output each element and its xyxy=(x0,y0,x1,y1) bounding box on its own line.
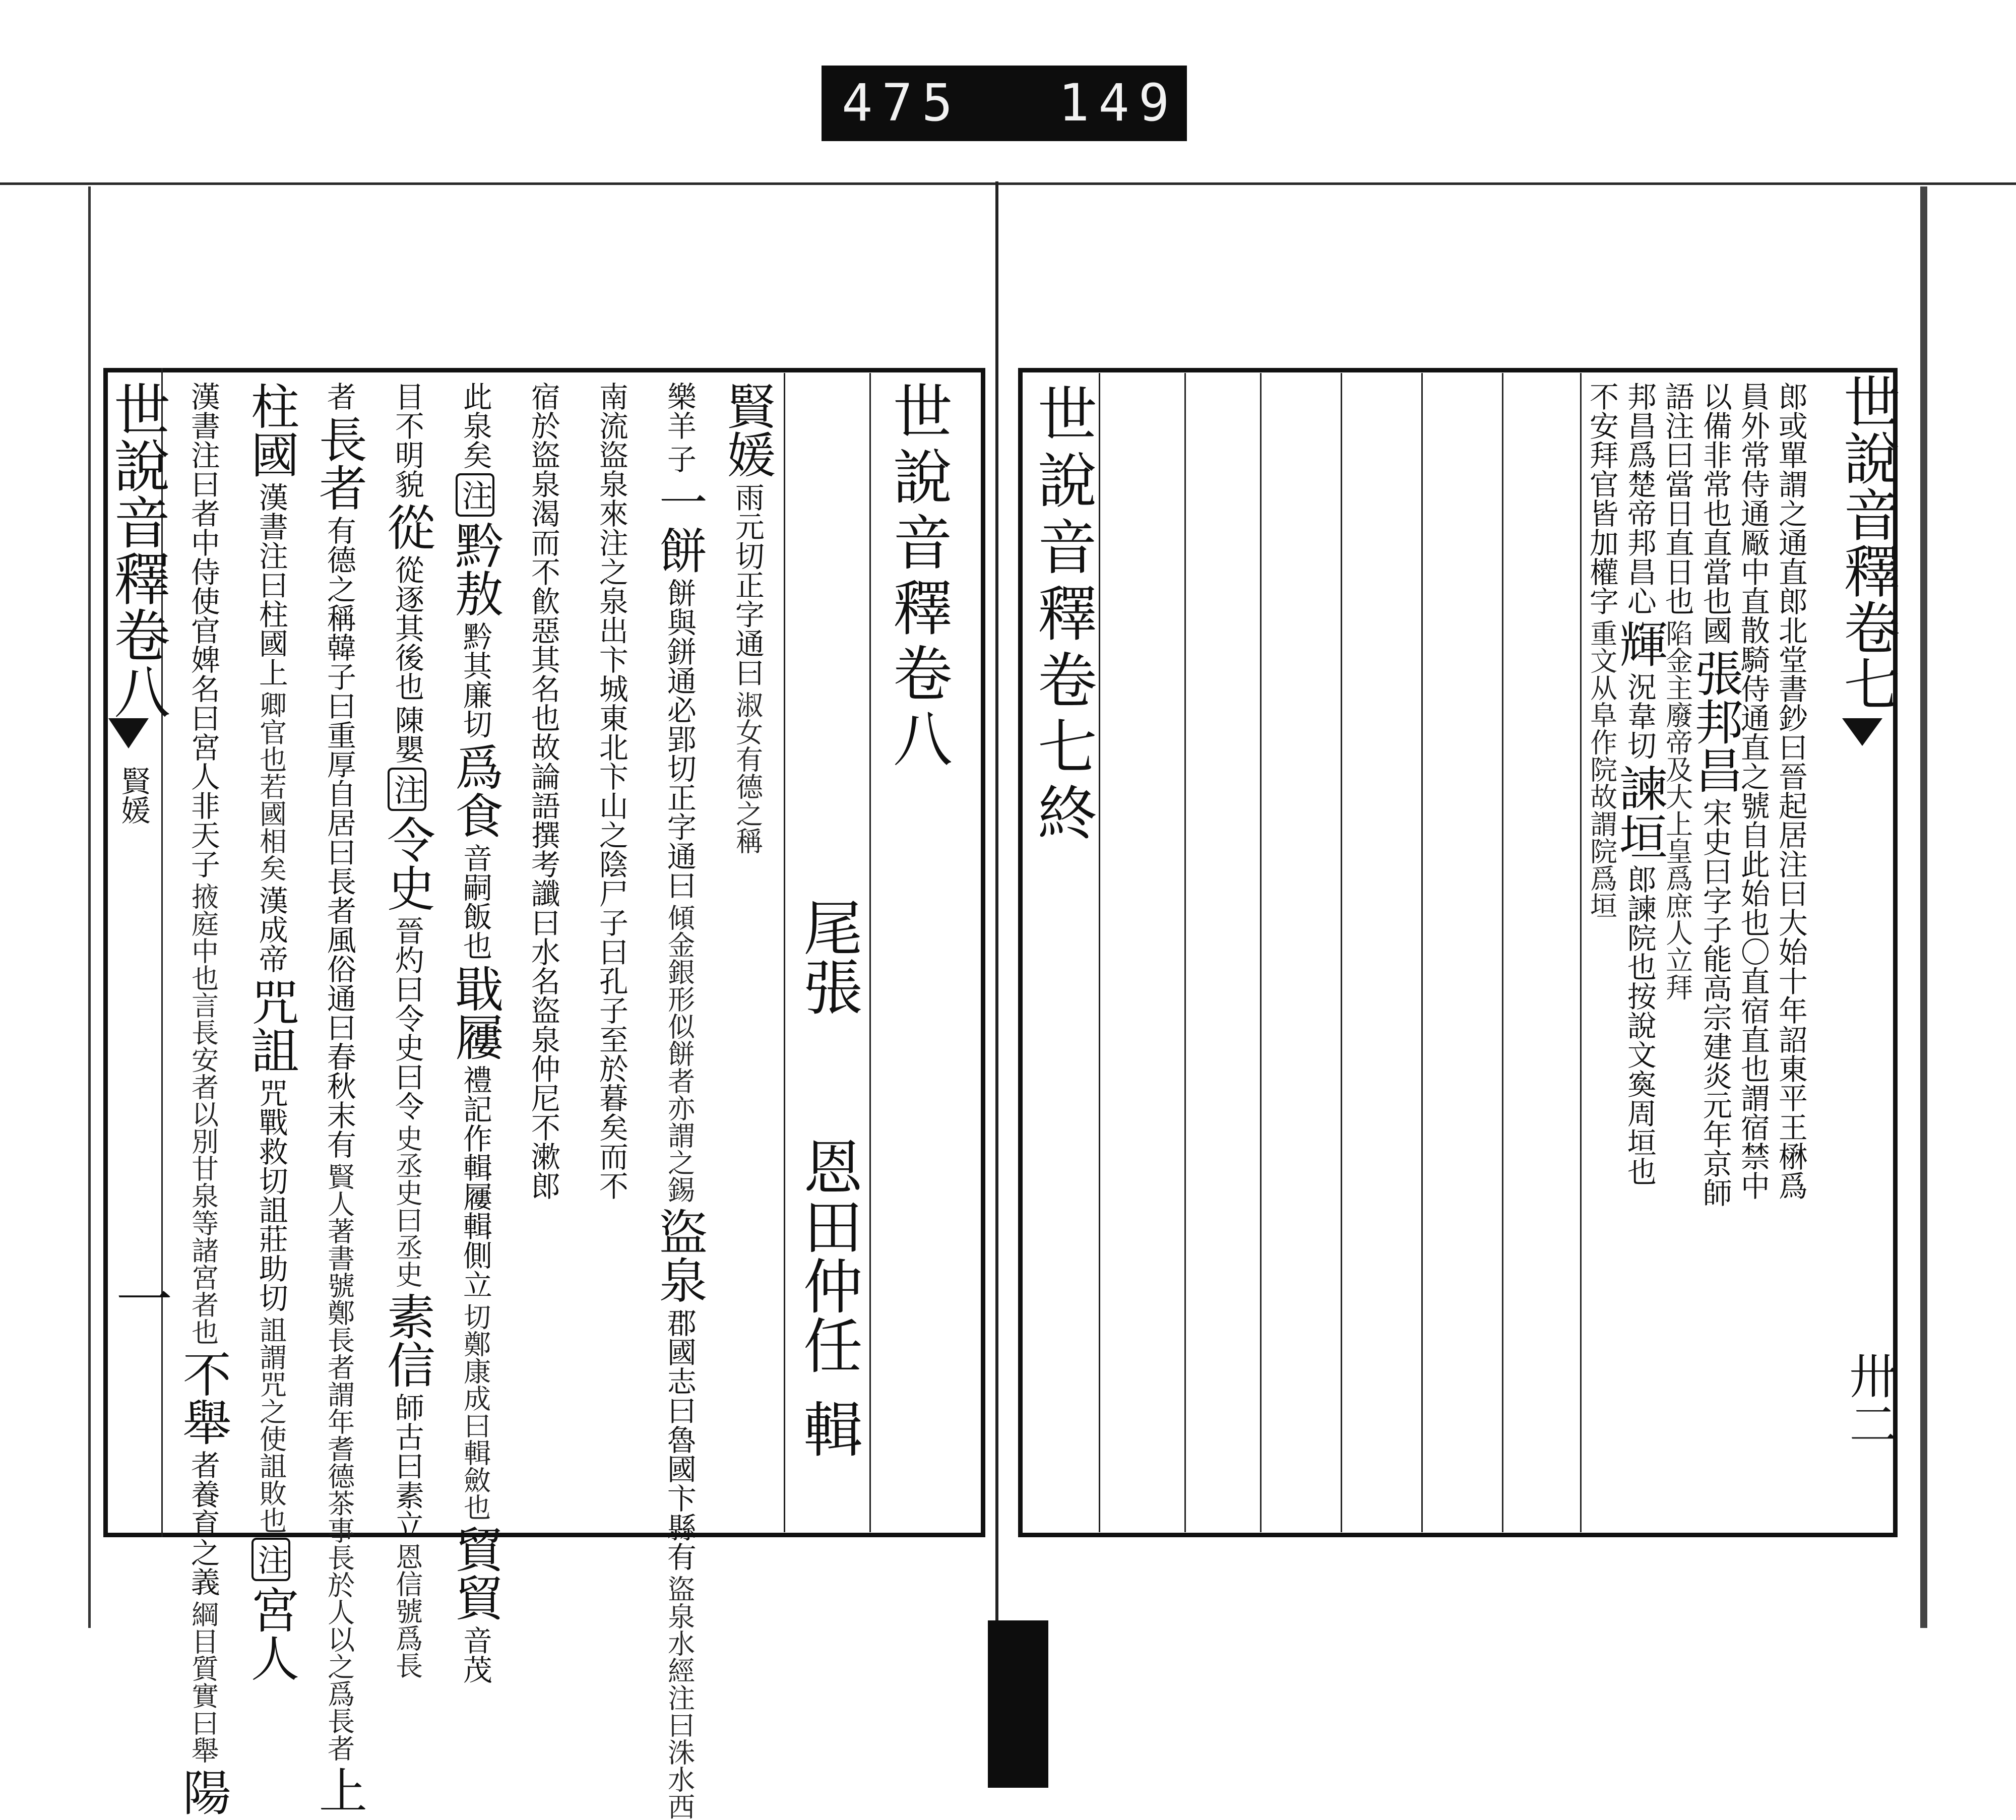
entry-headword: 不舉 xyxy=(175,1349,232,1446)
gloss-text: 樂羊 xyxy=(662,382,697,440)
entry-headword: 柱國 xyxy=(243,382,300,478)
left-folio: 一 xyxy=(106,1270,172,1327)
entry-headword: 諫垣 xyxy=(1611,764,1668,860)
entry-headword: 長者 xyxy=(311,415,368,512)
gloss-text: 陷金主廢帝及大上皇爲庶人立拜 xyxy=(1661,619,1693,1000)
gloss-text: 傾金銀形似餅者亦謂之錫 xyxy=(663,904,696,1203)
gloss-text: 餅與鉼通必郢切正字通曰 xyxy=(662,578,697,900)
left-edge-title: 世說音釋卷八 xyxy=(104,381,170,719)
gloss-text: 晉灼曰令史曰令 xyxy=(390,916,424,1120)
text-column xyxy=(441,380,509,1684)
entry-headword: 令史 xyxy=(379,815,436,912)
gloss-text: 邦昌爲楚帝邦昌心 xyxy=(1622,382,1657,615)
gloss-text: 恩信號爲長 xyxy=(391,1543,423,1679)
text-column xyxy=(1583,380,1620,1524)
gloss-text: 音嗣飯也 xyxy=(458,843,492,960)
annotation-tag: 注 xyxy=(388,768,426,811)
column-rule xyxy=(1184,373,1186,1532)
entry-headword: 貿貿 xyxy=(447,1525,504,1621)
column-rule xyxy=(1099,373,1100,1532)
left-edge-subtitle: 賢媛 xyxy=(116,766,151,825)
entry-headword: 張邦昌 xyxy=(1687,649,1744,794)
entry-headword: 咒詛 xyxy=(243,977,300,1074)
gloss-text: 詛謂咒之使詛敗也 xyxy=(255,1316,287,1534)
compiler-province: 尾張 xyxy=(793,897,863,1016)
gloss-text: 不安拜官皆加權字 xyxy=(1584,382,1619,615)
right-text-area xyxy=(1583,375,1809,1530)
gloss-text: 員外常侍通厰中直散騎侍通直之號自此始也〇直宿直也謂宿禁中 xyxy=(1735,382,1770,1200)
gloss-text: 從逐其後也 xyxy=(390,555,424,701)
gloss-text: 師古曰素立 xyxy=(390,1393,424,1539)
text-column xyxy=(1658,380,1696,1524)
fishtail-mark xyxy=(108,718,149,748)
column-rule xyxy=(1502,373,1503,1532)
gloss-text: 漢書注曰柱國上 xyxy=(254,482,288,687)
gloss-text: 南流盜泉來注之泉出卞城東北卞山之陰尸子曰孔子至於暮矣而不 xyxy=(594,382,628,1200)
gloss-text: 宿於盜泉渴而不飮惡其名也故論語撰考讖曰水名盜泉仲尼不漱郎 xyxy=(526,382,560,1200)
entry-headword: 陽 xyxy=(175,1768,232,1816)
entry-headword: 賢媛 xyxy=(719,382,776,478)
gloss-text: 雨元切正字通曰 xyxy=(730,482,765,687)
blank-ruled-columns xyxy=(1099,373,1583,1532)
gloss-text: 目不明貌 xyxy=(390,382,424,498)
gloss-text: 漢書注曰者中侍使官婢名曰宮人非天子 xyxy=(185,382,220,878)
right-center-column xyxy=(1835,186,1900,1623)
rule xyxy=(784,373,785,1532)
entry-headword: 宮人 xyxy=(243,1585,300,1682)
gloss-text: 禮記作輯屨輯側立 xyxy=(458,1065,492,1299)
right-folio: 卅二 xyxy=(1841,1351,1898,1448)
entry-headword: 素信 xyxy=(379,1292,436,1389)
scan-label-left-number: 475 xyxy=(842,73,962,133)
scan-label xyxy=(822,66,1187,141)
entry-headword: 爲食 xyxy=(447,742,504,839)
volume-title: 世說音釋卷八 xyxy=(883,381,953,774)
gloss-text: 郎或單謂之通直郎北堂書鈔曰晉起居注曰大始十年詔東平王楙爲 xyxy=(1773,382,1808,1200)
left-text-area xyxy=(166,375,781,1820)
text-column xyxy=(577,380,645,1524)
gloss-text: 黔其廉切 xyxy=(458,621,492,738)
gloss-text: 宋史曰字子能高宗建炎元年京師 xyxy=(1697,798,1732,1207)
page-top-edge xyxy=(0,182,2016,185)
gloss-text: 淑女有德之稱 xyxy=(731,691,764,854)
right-edge-title: 世說音釋卷七 xyxy=(1834,373,1900,712)
gloss-text: 重文从阜作院故謂院爲垣 xyxy=(1586,619,1618,919)
gloss-text: 語注曰當日直日也 xyxy=(1660,382,1694,615)
gloss-text: 者 xyxy=(322,382,356,411)
text-column xyxy=(169,380,237,1816)
gloss-text: 咒戰救切詛莊助切 xyxy=(254,1078,288,1312)
column-rule xyxy=(1421,373,1423,1532)
text-column xyxy=(237,380,305,1682)
scan-label-right-number: 149 xyxy=(1058,73,1179,133)
text-column xyxy=(645,380,713,1820)
text-column xyxy=(1772,380,1809,1524)
text-column xyxy=(1611,380,1668,1524)
entry-headword: 戢屨 xyxy=(447,964,504,1061)
gloss-text: 切鄭康成曰輯斂也 xyxy=(459,1303,491,1521)
gloss-text: 郎諫院也按說文寏周垣也 xyxy=(1622,864,1657,1186)
gloss-text: 子 xyxy=(662,444,697,473)
gloss-text: 有德之稱韓子曰重厚自居曰長者風俗通曰春秋末有 xyxy=(322,516,356,1159)
gloss-text: 卿官也若國相矣 xyxy=(255,691,287,882)
text-column xyxy=(713,380,781,1524)
gloss-text: 史丞史曰丞史 xyxy=(391,1124,423,1288)
gloss-text: 盜泉水經注曰洙水西 xyxy=(663,1575,696,1820)
text-column xyxy=(373,380,441,1679)
annotation-tag: 注 xyxy=(456,473,494,517)
compiler-name: 恩田仲任 xyxy=(793,1137,863,1374)
binding-gutter xyxy=(995,181,998,1623)
gloss-text: 此泉矣 xyxy=(458,382,492,469)
entry-headword: 輝 xyxy=(1611,619,1668,668)
text-column xyxy=(1734,380,1772,1524)
gloss-text: 陳嬰 xyxy=(390,705,424,764)
annotation-tag: 注 xyxy=(251,1538,290,1581)
gloss-text: 賢人著書號鄭長者謂年耆德茶事長於人以之爲長者 xyxy=(323,1163,355,1762)
column-rule xyxy=(1260,373,1262,1532)
entry-headword: 一餅 xyxy=(651,477,708,574)
binding-shadow xyxy=(988,1620,1048,1788)
gloss-text: 漢成帝 xyxy=(254,886,288,973)
end-title-column xyxy=(1023,375,1100,1530)
column-rule xyxy=(1580,373,1582,1532)
compiler-column xyxy=(786,375,867,1530)
text-column xyxy=(509,380,577,1524)
gloss-text: 況韋切 xyxy=(1622,672,1657,760)
entry-headword: 上 xyxy=(311,1766,368,1814)
left-title-column xyxy=(872,375,973,1530)
text-column xyxy=(1687,380,1744,1524)
gloss-text: 綱目質實曰舉 xyxy=(187,1600,219,1764)
end-title: 世說音釋卷七終 xyxy=(1027,383,1097,849)
gloss-text: 掖庭中也言長安者以別甘泉等諸宮者也 xyxy=(187,883,219,1345)
text-column xyxy=(305,380,373,1814)
gloss-text: 以備非常也直當也國 xyxy=(1697,382,1732,645)
gloss-text: 者養育之義 xyxy=(185,1450,220,1596)
entry-headword: 盜泉 xyxy=(651,1207,708,1304)
entry-headword: 從 xyxy=(379,503,436,551)
fishtail-mark xyxy=(1842,718,1882,746)
left-center-column xyxy=(103,368,172,1537)
rule xyxy=(869,373,871,1532)
gloss-text: 音茂 xyxy=(458,1625,492,1684)
compiler-role: 輯 xyxy=(793,1399,863,1458)
gloss-text: 郡國志曰魯國卞縣有 xyxy=(662,1308,697,1571)
entry-headword: 黔敖 xyxy=(447,521,504,617)
column-rule xyxy=(1341,373,1342,1532)
